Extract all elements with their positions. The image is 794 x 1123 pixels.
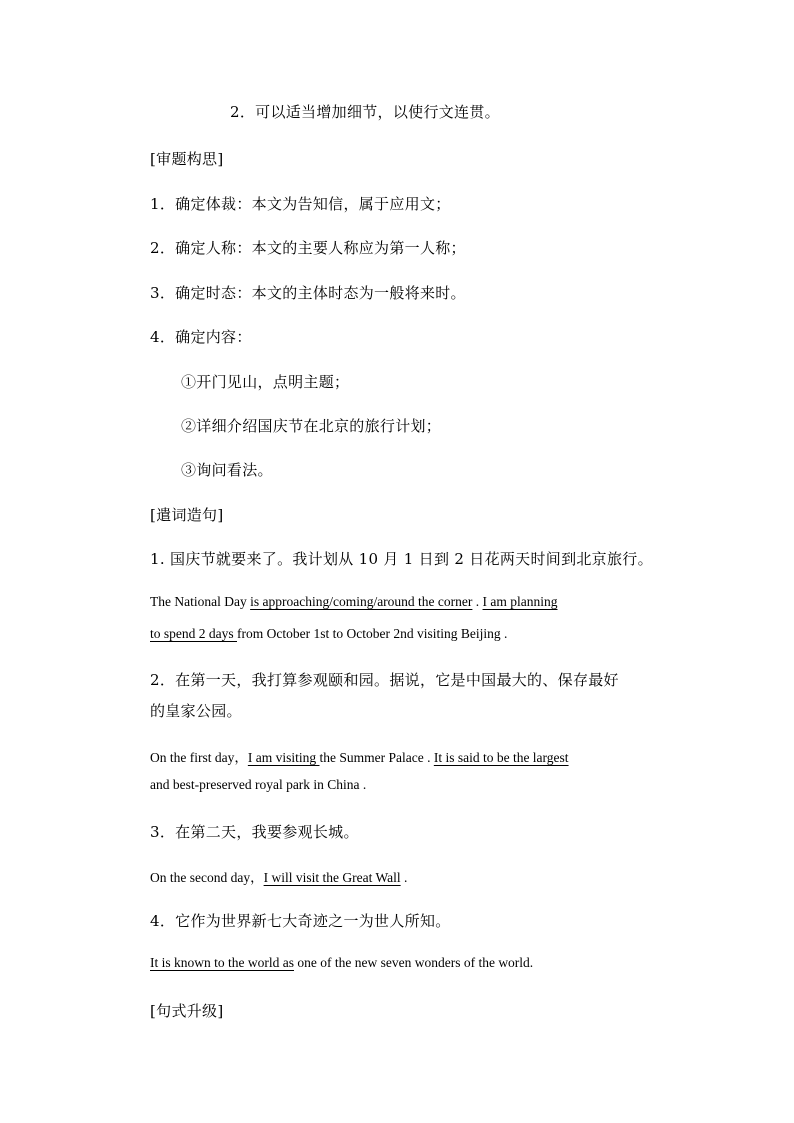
- sentence-1-chinese: 1. 国庆节就要来了。我计划从 10 月 1 日到 2 日花两天时间到北京旅行。: [150, 550, 653, 568]
- sentence-2-english-line-2: and best-preserved royal park in China .: [150, 777, 367, 792]
- analysis-item-content: 4．确定内容：: [150, 328, 252, 346]
- answer-blank: I am visiting: [247, 750, 320, 765]
- text-segment: one of the new seven wonders of the world.: [294, 955, 534, 970]
- text-segment: the Summer Palace .: [319, 750, 434, 765]
- sentence-3-english: [150, 866, 407, 886]
- answer-blank: I am planning: [482, 594, 558, 609]
- answer-blank: It is said to be the largest: [433, 750, 569, 765]
- analysis-item-person: 2．确定人称：本文的主要人称应为第一人称；: [150, 239, 466, 257]
- section-heading-analysis: [审题构思]: [150, 150, 224, 168]
- analysis-item-genre: 1．确定体裁：本文为告知信，属于应用文；: [150, 195, 451, 213]
- analysis-item-tense: 3．确定时态：本文的主体时态为一般将来时。: [150, 284, 466, 302]
- content-point-1: ①开门见山，点明主题；: [181, 373, 350, 391]
- text-segment: The National Day: [150, 594, 251, 609]
- content-point-3: ③询问看法。: [181, 461, 273, 479]
- content-point-2: ②详细介绍国庆节在北京的旅行计划；: [181, 417, 442, 435]
- answer-blank: to spend 2 days: [150, 626, 237, 641]
- sentence-4-english: [150, 955, 533, 971]
- answer-blank: is approaching/coming/around the corner: [250, 594, 473, 609]
- text-segment: On the first day，: [150, 750, 248, 765]
- text-segment: .: [472, 594, 483, 609]
- sentence-1-english-line-2: [150, 626, 507, 642]
- section-heading-upgrade: [句式升级]: [150, 1002, 224, 1020]
- text-segment: On the second day，: [150, 870, 264, 885]
- sentence-2-chinese-line-1: 2．在第一天，我打算参观颐和园。据说，它是中国最大的、保存最好: [150, 671, 619, 689]
- answer-blank: It is known to the world as: [150, 955, 294, 970]
- section-heading-wording: [遣词造句]: [150, 506, 224, 524]
- sentence-3-chinese: 3．在第二天，我要参观长城。: [150, 823, 359, 841]
- requirement-2: 2．可以适当增加细节，以使行文连贯。: [230, 103, 500, 121]
- text-segment: .: [400, 870, 408, 885]
- sentence-2-chinese-line-2: 的皇家公园。: [150, 702, 242, 720]
- sentence-2-english-line-1: [150, 746, 569, 766]
- answer-blank: I will visit the Great Wall: [263, 870, 401, 885]
- sentence-1-english-line-1: [150, 594, 558, 610]
- sentence-4-chinese: 4．它作为世界新七大奇迹之一为世人所知。: [150, 912, 451, 930]
- text-segment: from October 1st to October 2nd visiting Beijing .: [237, 626, 508, 641]
